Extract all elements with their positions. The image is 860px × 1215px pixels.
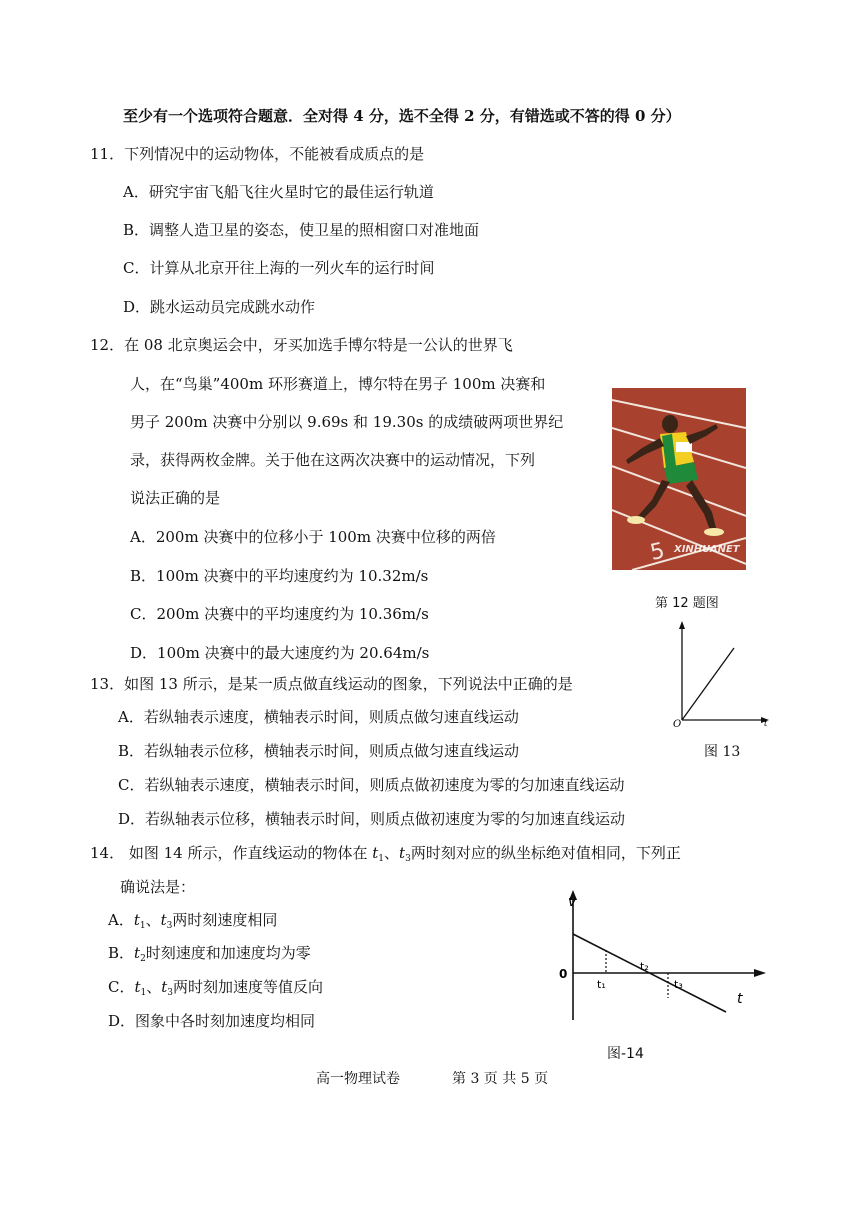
q14-option-c [108, 977, 323, 1003]
figure-13-origin: O [673, 719, 682, 730]
q14-label-c: C． [108, 978, 135, 996]
q12-option-c: C．200m 决赛中的平均速度约为 10.36m/s [130, 605, 429, 623]
q14-b-post: 时刻速度和加速度均为零 [145, 944, 311, 962]
q11-option-c: C．计算从北京开往上海的一列火车的运行时间 [123, 259, 435, 277]
figure-14-t-arrow [754, 969, 766, 977]
q14-t: t [134, 944, 141, 962]
footer-page-number: 第 3 页 共 5 页 [452, 1071, 549, 1087]
q14-sub1: 1 [378, 854, 385, 864]
q12-option-b: B．100m 决赛中的平均速度约为 10.32m/s [130, 567, 429, 585]
figure-13-y-arrow [679, 621, 685, 629]
figure-14-origin: 0 [559, 967, 568, 981]
q12-option-d: D．100m 决赛中的最大速度约为 20.64m/s [130, 644, 430, 662]
figure-14-caption: 图-14 [607, 1046, 644, 1062]
section-instruction: 至少有一个选项符合题意．全对得 4 分，选不全得 2 分，有错选或不答的得 0 分） [123, 107, 681, 125]
q12-stem-line4: 录，获得两枚金牌。关于他在这两次决赛中的运动情况，下列 [130, 451, 536, 469]
photo-watermark: XINHUANET [674, 544, 740, 555]
q13-option-a: A．若纵轴表示速度，横轴表示时间，则质点做匀速直线运动 [118, 708, 519, 726]
q14-sub3: 3 [166, 921, 173, 931]
q14-stem-line2: 确说法是： [120, 878, 196, 896]
q14-t: t [372, 844, 379, 862]
svg-text:5: 5 [648, 538, 667, 566]
q11-stem: 11．下列情况中的运动物体，不能被看成质点的是 [90, 145, 425, 163]
figure-13-caption: 图 13 [704, 744, 741, 760]
figure-13-t-label: t [764, 719, 768, 728]
q14-label-b: B． [108, 944, 135, 962]
q14-option-a [108, 910, 277, 936]
q12-option-a: A．200m 决赛中的位移小于 100m 决赛中位移的两倍 [130, 528, 496, 546]
figure-14-t2-label: t₂ [640, 960, 649, 973]
q14-sep: 、 [145, 911, 161, 929]
q14-sep: 、 [384, 844, 400, 862]
q12-stem-line2: 人，在“鸟巢”400m 环形赛道上，博尔特在男子 100m 决赛和 [130, 375, 546, 393]
q11-option-d: D．跳水运动员完成跳水动作 [123, 298, 316, 316]
q14-t: t [160, 911, 167, 929]
q14-option-d: D．图象中各时刻加速度均相同 [108, 1012, 316, 1030]
q13-stem: 13．如图 13 所示，是某一质点做直线运动的图象，下列说法中正确的是 [90, 675, 573, 693]
q14-option-b [108, 943, 311, 969]
q14-sep: 、 [146, 978, 162, 996]
q14-stem-pre: 14． 如图 14 所示，作直线运动的物体在 [90, 844, 368, 862]
figure-14-t1-label: t₁ [597, 978, 606, 991]
q13-option-c: C．若纵轴表示速度，横轴表示时间，则质点做初速度为零的匀加速直线运动 [118, 776, 625, 794]
q14-sub1: 1 [139, 921, 146, 931]
q14-sub2: 2 [140, 954, 146, 964]
q14-t: t [161, 978, 168, 996]
figure-14-v-label: v [568, 894, 577, 910]
figure-14-t3-label: t₃ [674, 978, 683, 991]
q14-stem-post: 两时刻对应的纵坐标绝对值相同，下列正 [410, 844, 681, 862]
q13-option-d: D．若纵轴表示位移，横轴表示时间，则质点做初速度为零的匀加速直线运动 [118, 810, 626, 828]
q14-stem-line1 [90, 843, 681, 869]
q12-stem-line1: 12．在 08 北京奥运会中，牙买加选手博尔特是一公认的世界飞 [90, 336, 513, 354]
q13-option-b: B．若纵轴表示位移，横轴表示时间，则质点做匀速直线运动 [118, 742, 520, 760]
q12-stem-line3: 男子 200m 决赛中分别以 9.69s 和 19.30s 的成绩破两项世界纪 [130, 413, 564, 431]
q12-stem-line5: 说法正确的是 [130, 489, 221, 507]
q14-sub1: 1 [140, 988, 147, 998]
figure-13-graph [668, 618, 780, 730]
q14-c-post: 两时刻加速度等值反向 [173, 978, 324, 996]
q14-a-post: 两时刻速度相同 [172, 911, 278, 929]
figure-14-t-label: t [737, 991, 743, 1007]
figure-14-graph [556, 884, 772, 1026]
q14-t: t [399, 844, 406, 862]
q14-sub3: 3 [167, 988, 174, 998]
q11-option-a: A．研究宇宙飞船飞往火星时它的最佳运行轨道 [123, 183, 434, 201]
q12-figure-caption: 第 12 题图 [655, 596, 719, 611]
sprinter-photo [612, 388, 746, 570]
figure-13-line [682, 648, 734, 720]
q14-t: t [134, 978, 141, 996]
q14-sub3: 3 [405, 854, 411, 864]
q11-option-b: B．调整人造卫星的姿态，使卫星的照相窗口对准地面 [123, 221, 480, 239]
footer-subject: 高一物理试卷 [316, 1071, 400, 1087]
q14-t: t [133, 911, 140, 929]
q14-label-a: A． [108, 911, 134, 929]
